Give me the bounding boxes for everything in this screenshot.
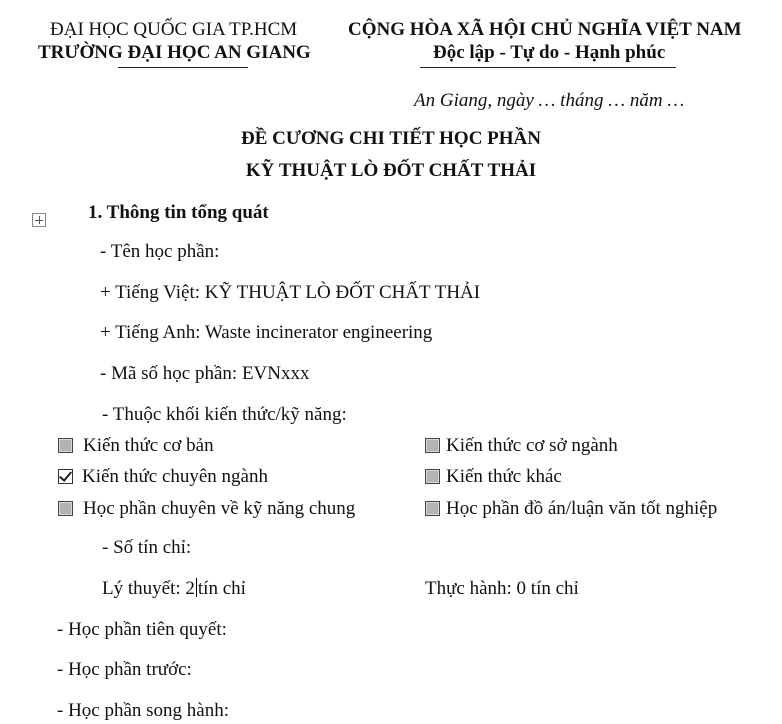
checkbox-label: Kiến thức cơ bản — [83, 435, 214, 456]
checkbox-item[interactable] — [58, 466, 268, 488]
checkbox-icon[interactable] — [58, 438, 73, 453]
checkbox-icon[interactable] — [425, 501, 440, 516]
checkbox-item[interactable] — [58, 435, 214, 457]
motto: Độc lập - Tự do - Hạnh phúc — [433, 42, 666, 63]
checkbox-label: Học phần đồ án/luận văn tốt nghiệp — [446, 498, 718, 519]
english-name: + Tiếng Anh: Waste incinerator engineering — [100, 322, 433, 343]
theory-credits-unit: tín chỉ — [197, 578, 246, 599]
document-title: ĐỀ CƯƠNG CHI TIẾT HỌC PHẦN — [241, 128, 541, 149]
table-move-handle-icon[interactable] — [32, 213, 46, 227]
checkbox-label: Học phần chuyên về kỹ năng chung — [83, 498, 356, 519]
checkbox-label: Kiến thức chuyên ngành — [82, 466, 268, 487]
checkbox-icon[interactable] — [425, 438, 440, 453]
prerequisite-label: - Học phần tiên quyết: — [57, 619, 227, 640]
course-name-label: - Tên học phần: — [100, 241, 220, 262]
country-name: CỘNG HÒA XÃ HỘI CHỦ NGHĨA VIỆT NAM — [348, 19, 742, 40]
previous-course-label: - Học phần trước: — [57, 659, 192, 680]
school-name-underline — [118, 67, 248, 68]
checkbox-item[interactable] — [425, 435, 618, 457]
checkbox-label: Kiến thức khác — [446, 466, 562, 487]
course-title: KỸ THUẬT LÒ ĐỐT CHẤT THẢI — [245, 160, 537, 181]
checkbox-label: Kiến thức cơ sở ngành — [446, 435, 618, 456]
school-name: TRƯỜNG ĐẠI HỌC AN GIANG — [38, 42, 311, 63]
vietnamese-name: + Tiếng Việt: KỸ THUẬT LÒ ĐỐT CHẤT THẢI — [100, 282, 481, 303]
text-cursor — [196, 578, 197, 597]
checkbox-icon[interactable] — [58, 501, 73, 516]
checkbox-item[interactable] — [425, 466, 562, 488]
date-line: An Giang, ngày … tháng … năm … — [414, 90, 685, 111]
credits-label: - Số tín chỉ: — [102, 537, 192, 558]
practice-credits: Thực hành: 0 tín chỉ — [425, 578, 579, 599]
theory-credits-value: Lý thuyết: 2 — [102, 578, 195, 599]
checkbox-item[interactable] — [58, 498, 355, 520]
university-name: ĐẠI HỌC QUỐC GIA TP.HCM — [50, 19, 298, 40]
checkbox-item[interactable] — [425, 498, 717, 520]
motto-underline — [420, 67, 676, 68]
course-code: - Mã số học phần: EVNxxx — [100, 363, 310, 384]
checkbox-icon[interactable] — [425, 469, 440, 484]
checked-checkbox-icon[interactable] — [58, 469, 73, 484]
theory-credits[interactable] — [102, 578, 246, 600]
knowledge-block-label: - Thuộc khối kiến thức/kỹ năng: — [102, 404, 347, 425]
section-heading: 1. Thông tin tổng quát — [88, 202, 269, 223]
corequisite-label: - Học phần song hành: — [57, 700, 230, 721]
